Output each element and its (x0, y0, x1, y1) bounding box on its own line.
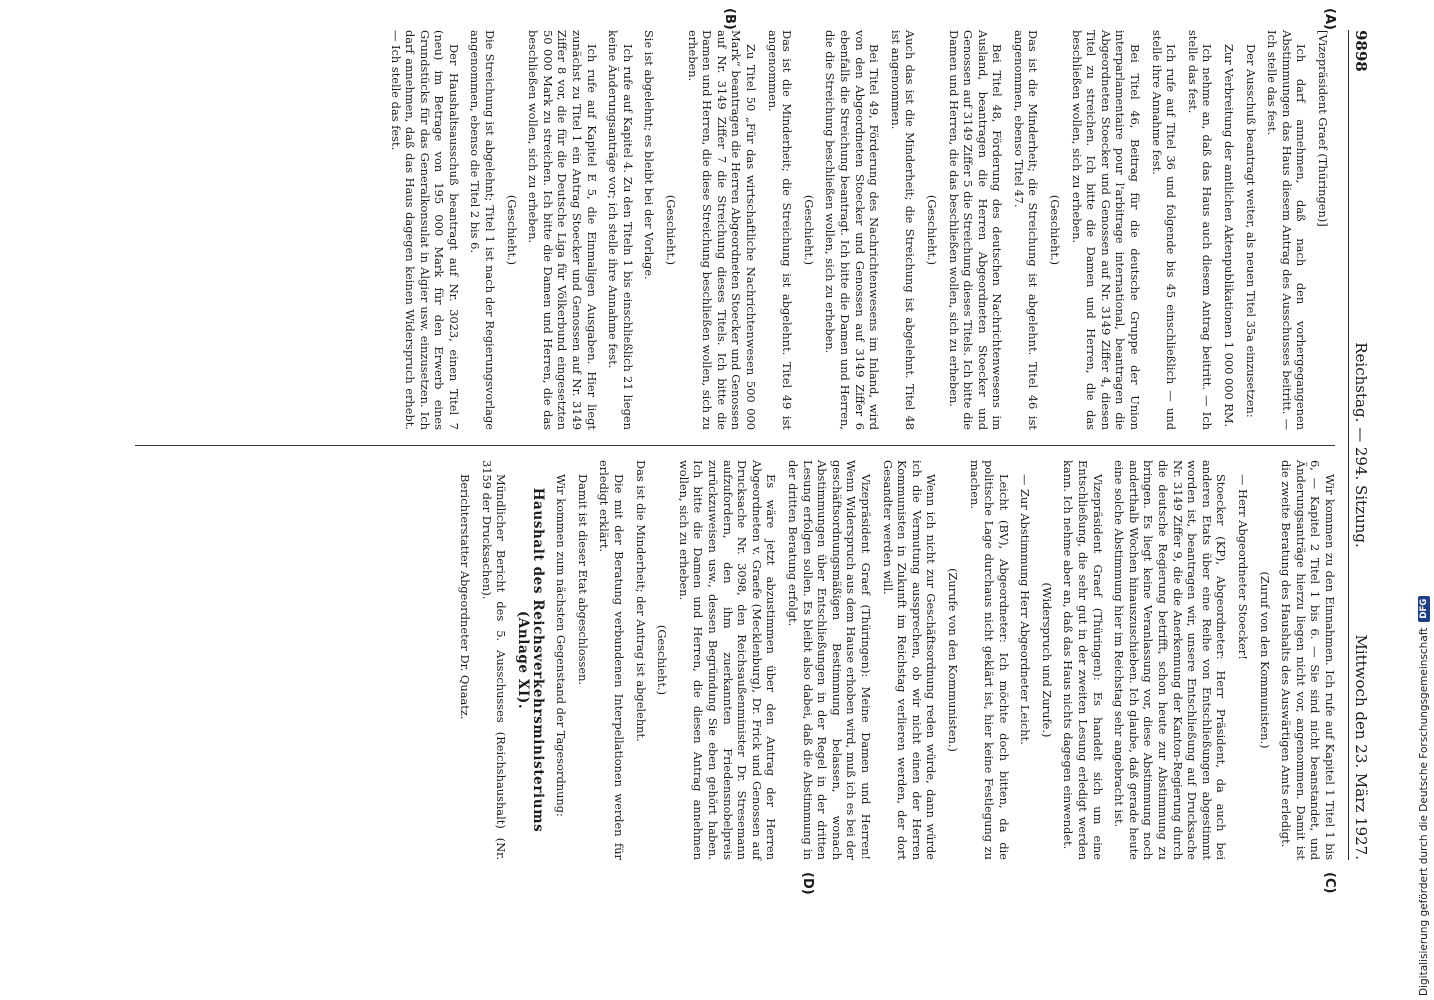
stage-direction: (Geschieht.) (1048, 194, 1063, 266)
paragraph: Ich rufe auf Kapitel E 5, die Einmaligen Ausgaben. Hier liegt zunächst zu Titel 1 ein Antrag Stoecker und Genossen auf Nr. 3149 Ziffer 8 vor, die für die Deutsche Liga für Völkerbund eingesetzten 50 000 Mark zu streichen. Ich bitte die Damen und Herren, die das beschließen wollen, sich zu erheben. (526, 30, 599, 430)
paragraph: Ich darf annehmen, daß nach den vorhergegangenen Abstimmungen das Haus diesem Antrag des Ausschusses beitritt. — Ich stelle das fest. (1265, 30, 1309, 430)
digitization-credit (1418, 596, 1430, 996)
document-page (65, 0, 1395, 895)
paragraph: Vizepräsident Graef (Thüringen): Meine Damen und Herren! Wenn Widerspruch aus dem Hause erhoben wird, muß ich es bei der geschäftsordnungsmäßigen Bestimmung belassen, wonach Abstimmungen über Entschließungen in der Regel in der dritten Lesung erfolgen sollen. Es bleibt also dabei, daß die Abstimmung in der dritten Beratung erfolgt. (786, 460, 873, 860)
session-date: Mittwoch den 23. März 1927. (1352, 634, 1370, 860)
paragraph: — Zur Abstimmung Herr Abgeordneter Leicht. (1018, 474, 1033, 745)
stage-direction: (Geschieht.) (655, 624, 670, 696)
paragraph: Stoecker (KP), Abgeordneter: Herr Präsident, da auch bei anderen Etats über eine Reihe von Entschließungen abgestimmt worden ist, beantragen wir, unsere Entschließung auf Drucksache Nr. 3149 Ziffer 9, die die Anerkennung der Kanton-Regierung durch die deutsche Regierung betrifft, schon heute zur Abstimmung zu bringen. Es liegt keine Veranlassung vor, diese Abstimmung noch anderthalb Wochen hinauszuschieben. Ich glaube, daß gerade heute eine solche Abstimmung hier im Reichstag sehr angebracht ist. (1112, 460, 1229, 860)
stage-direction: (Geschieht.) (664, 194, 679, 266)
paragraph: Die mit der Beratung verbundenen Interpellationen werden für erledigt erklärt. (597, 460, 627, 860)
paragraph: Ich rufe auf Titel 36 und folgende bis 45 einschließlich — und stelle ihre Annahme fest. (1149, 30, 1179, 430)
margin-marker-d: (D) (800, 872, 815, 895)
dfg-logo: DFG (1418, 596, 1430, 622)
paragraph: Das ist die Minderheit; der Antrag ist abgelehnt. (633, 460, 648, 742)
stage-direction: (Zuruf von den Kommunisten.) (1257, 571, 1272, 749)
agenda-heading: Haushalt des Reichsverkehrsministeriums (Anlage XI). (515, 487, 546, 833)
paragraph: Der Ausschuß beantragt weiter, als neuen Titel 35a einzusetzen: (1243, 44, 1258, 418)
margin-marker-a: (A) (1322, 8, 1337, 30)
paragraph: Wenn ich nicht zur Geschäftsordnung reden würde, dann würde ich die Vermutung aussprechen, ob wir nicht einen der Herren Kommunisten in Zukunft im Reichstag verlieren werden, der dort Gesandter werden will. (880, 460, 939, 860)
stage-direction: (Widerspruch und Zurufe.) (1039, 582, 1054, 738)
paragraph: Mündlicher Bericht des 5. Ausschusses (Reichshaushalt) (Nr. 3159 der Drucksachen). (479, 460, 509, 860)
paragraph: Wir kommen zum nächsten Gegenstand der Tagesordnung: (554, 474, 569, 817)
session-title: Reichstag. — 294. Sitzung. (1352, 342, 1370, 548)
paragraph: Berichterstatter Abgeordneter Dr. Quaatz. (458, 474, 473, 720)
stage-direction: (Geschieht.) (801, 194, 816, 266)
stage-direction: (Geschieht.) (924, 194, 939, 266)
paragraph: Auch das ist die Minderheit; die Streichung ist abgelehnt. Titel 48 ist angenommen. (888, 30, 918, 430)
paragraph: — Herr Abgeordneter Stoecker! (1236, 474, 1251, 660)
stage-direction: (Zurufe von den Kommunisten.) (945, 568, 960, 752)
column-divider (135, 445, 1335, 446)
paragraph: Es wäre jetzt abzustimmen über den Antrag der Herren Abgeordneten v. Graefe (Mecklenburg), Dr. Frick und Genossen auf Drucksache Nr. 3098, den Reichsaußenminister Dr. Stresemann aufzufordern, den ihm zuerkannten Friedensnobelpreis zurückzuweisen usw., dessen Begründung Sie eben gehört haben. Ich bitte die Damen und Herren, die diesen Antrag annehmen wollen, sich zu erheben. (676, 460, 779, 860)
paragraph: Bei Titel 49, Förderung des Nachrichtenwesens im Inland, wird von den Abgeordneten Stoecker und Genossen auf 3149 Ziffer 6 ebenfalls die Streichung beantragt. Ich bitte die Damen und Herren, die die Streichung beschließen wollen, sich zu erheben. (823, 30, 882, 430)
paragraph: Wir kommen zu den Einnahmen. Ich rufe auf Kapitel 1 Titel 1 bis 6, — Kapitel 2 Titel 1 bis 6. — Sie sind nicht beanstandet, und Änderungsanträge hierzu liegen nicht vor, angenommen. Damit ist die zweite Beratung des Haushalts des Auswärtigen Amts erledigt. (1279, 460, 1337, 860)
paragraph: Das ist die Minderheit; die Streichung ist abgelehnt. Titel 49 ist angenommen. (765, 30, 795, 430)
paragraph: Sie ist abgelehnt; es bleibt bei der Vorlage. (642, 30, 657, 280)
paragraph: Leicht (BV), Abgeordneter: Ich möchte doch bitten, da die politische Lage durchaus nicht geklärt ist, hier keine Festlegung zu machen. (967, 460, 1011, 860)
right-text-column (458, 460, 1337, 860)
paragraph: Damit ist dieser Etat abgeschlossen. (575, 474, 590, 686)
paragraph: Ich rufe auf Kapitel 4. Zu den Titeln 1 bis einschließlich 21 liegen keine Änderungsanträge vor; ich stelle ihre Annahme fest. (606, 30, 635, 430)
paragraph: Zur Verbreitung der amtlichen Aktenpublikationen 1 000 000 RM. (1222, 44, 1237, 428)
paragraph: Die Streichung ist abgelehnt; Titel 1 ist nach der Regierungsvorlage angenommen, ebenso die Titel 2 bis 6. (468, 30, 498, 430)
page-header (1348, 30, 1373, 860)
paragraph: Zu Titel 50 „Für das wirtschaftliche Nachrichtenwesen 500 000 Mark“ beantragen die Herren Abgeordneten Stoecker und Genossen auf Nr. 3149 Ziffer 7 die Streichung dieses Titels. Ich bitte die Damen und Herren, die diese Streichung beschließen wollen, sich zu erheben. (685, 30, 758, 430)
credit-text: Digitalisierung gefördert durch die Deutsche Forschungsgemeinschaft (1418, 627, 1430, 996)
left-text-column (388, 30, 1337, 430)
margin-marker-b: (B) (722, 8, 737, 30)
paragraph: Der Haushaltsausschuß beantragt auf Nr. 3023, einen Titel 7 (neu) im Betrage von 195 000 Mark für den Erwerb eines Grundstücks für das Generalkonsulat in Algier usw. einzusetzen. Ich darf annehmen, daß das Haus dagegen keinen Widerspruch erhebt. — Ich stelle das fest. (388, 30, 461, 430)
page-number: 9898 (1352, 30, 1370, 72)
paragraph: Bei Titel 46, Beitrag für die deutsche Gruppe der Union interparlamentaire pour l'arbitrage international, beantragen die Abgeordneten Stoecker und Genossen auf Nr. 3149 Ziffer 4, diesen Titel zu streichen. Ich bitte die Damen und Herren, die das beschließen wollen, sich zu erheben. (1069, 30, 1143, 430)
paragraph: Bei Titel 48, Förderung des deutschen Nachrichtenwesens im Ausland, beantragen die Herren Abgeordneten Stoecker und Genossen auf 3149 Ziffer 5 die Streichung dieses Titels. Ich bitte die Damen und Herren, die das beschließen wollen, sich zu erheben. (946, 30, 1005, 430)
paragraph: Ich nehme an, daß das Haus auch diesem Antrag beitritt. — Ich stelle das fest. (1185, 30, 1215, 430)
stage-direction: (Geschieht.) (504, 194, 519, 266)
paragraph: [Vizepräsident Graef (Thüringen)] (1316, 30, 1330, 227)
paragraph: Das ist die Minderheit; die Streichung ist abgelehnt. Titel 46 ist angenommen, ebenso Titel 47. (1011, 30, 1041, 430)
paragraph: Vizepräsident Graef (Thüringen): Es handelt sich um eine Entschließung, die sehr gut in der zweiten Lesung erledigt werden kann. Ich nehme aber an, daß das Haus nichts dagegen einwendet. (1061, 460, 1105, 860)
margin-marker-c: (C) (1322, 872, 1337, 894)
